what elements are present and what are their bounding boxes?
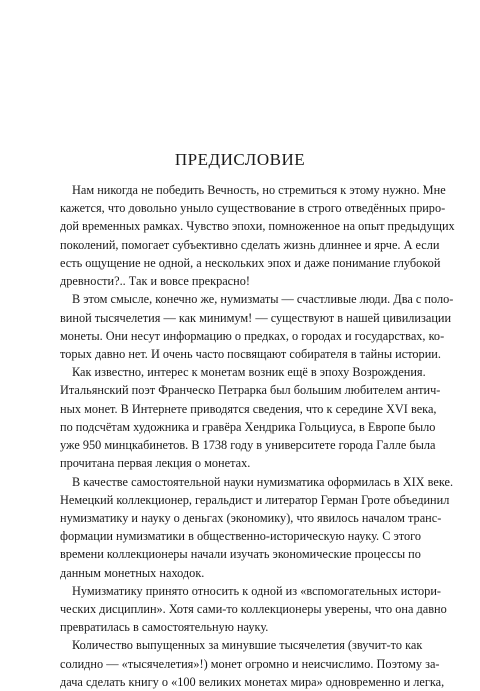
text-line: дача сделать книгу о «100 великих монетах мира» одновременно и легка, [60, 674, 445, 689]
page-title: ПРЕДИСЛОВИЕ [174, 150, 306, 169]
text-line: превратилась в самостоятельную науку. [60, 620, 269, 635]
text-line: Итальянский поэт Франческо Петрарка был большим любителем антич- [60, 383, 441, 398]
text-line: времени коллекционеры начали изучать экономические процессы по [60, 547, 421, 562]
body-text [60, 181, 455, 691]
text-line: кажется, что довольно уныло существование в строго отведённых приро- [60, 201, 446, 216]
text-line: Нам никогда не победить Вечность, но стремиться к этому нужно. Мне [72, 183, 446, 197]
text-line: уже 950 минцкабинетов. В 1738 году в университете города Галле была [60, 438, 436, 453]
text-line: есть ощущение не одной, а нескольких эпох и даже понимание глубокой [60, 255, 441, 270]
text-line: прочитана первая лекция о монетах. [60, 456, 251, 471]
text-line: формации нумизматики в общественно-историческую науку. С этого [60, 529, 422, 544]
text-line: Количество выпущенных за минувшие тысячелетия (звучит-то как [72, 638, 423, 653]
text-line: монеты. Они несут информацию о предках, о городах и государствах, ко- [60, 328, 445, 343]
text-line: по подсчётам художника и гравёра Хендрика Гольциуса, в Европе было [60, 419, 436, 434]
text-line: ных монет. В Интернете приводятся сведения, что к середине XVI века, [60, 401, 437, 416]
text-line: солидно — «тысячелетия»!) монет огромно и неисчислимо. Поэтому за- [60, 656, 440, 671]
text-line: В этом смысле, конечно же, нумизматы — счастливые люди. Два с поло- [72, 292, 454, 307]
text-line: поколений, помогает субъективно сделать жизнь длиннее и ярче. А если [60, 237, 440, 252]
text-line: нумизматику и науку о деньгах (экономику), что явилось началом транс- [60, 510, 442, 525]
text-line: Немецкий коллекционер, геральдист и литератор Герман Гроте объединил [60, 492, 450, 507]
text-line: данным монетных находок. [60, 565, 205, 580]
text-line: дой временных рамках. Чувство эпохи, помноженное на опыт предыдущих [60, 219, 455, 234]
text-line: древности?.. Так и вовсе прекрасно! [60, 274, 250, 289]
text-line: Нумизматику принято относить к одной из «вспомогательных истори- [72, 583, 442, 598]
text-line: В качестве самостоятельной науки нумизматика оформилась в XIX веке. [72, 474, 454, 489]
text-line: ческих дисциплин». Хотя сами-то коллекционеры уверены, что она давно [60, 602, 447, 617]
text-line: Как известно, интерес к монетам возник ещё в эпоху Возрождения. [72, 365, 426, 380]
text-line: торых давно нет. И очень часто посвящают собирателя в тайны истории. [60, 346, 441, 361]
text-line: виной тысячелетия — как минимум! — существуют в нашей цивилизации [60, 310, 452, 325]
